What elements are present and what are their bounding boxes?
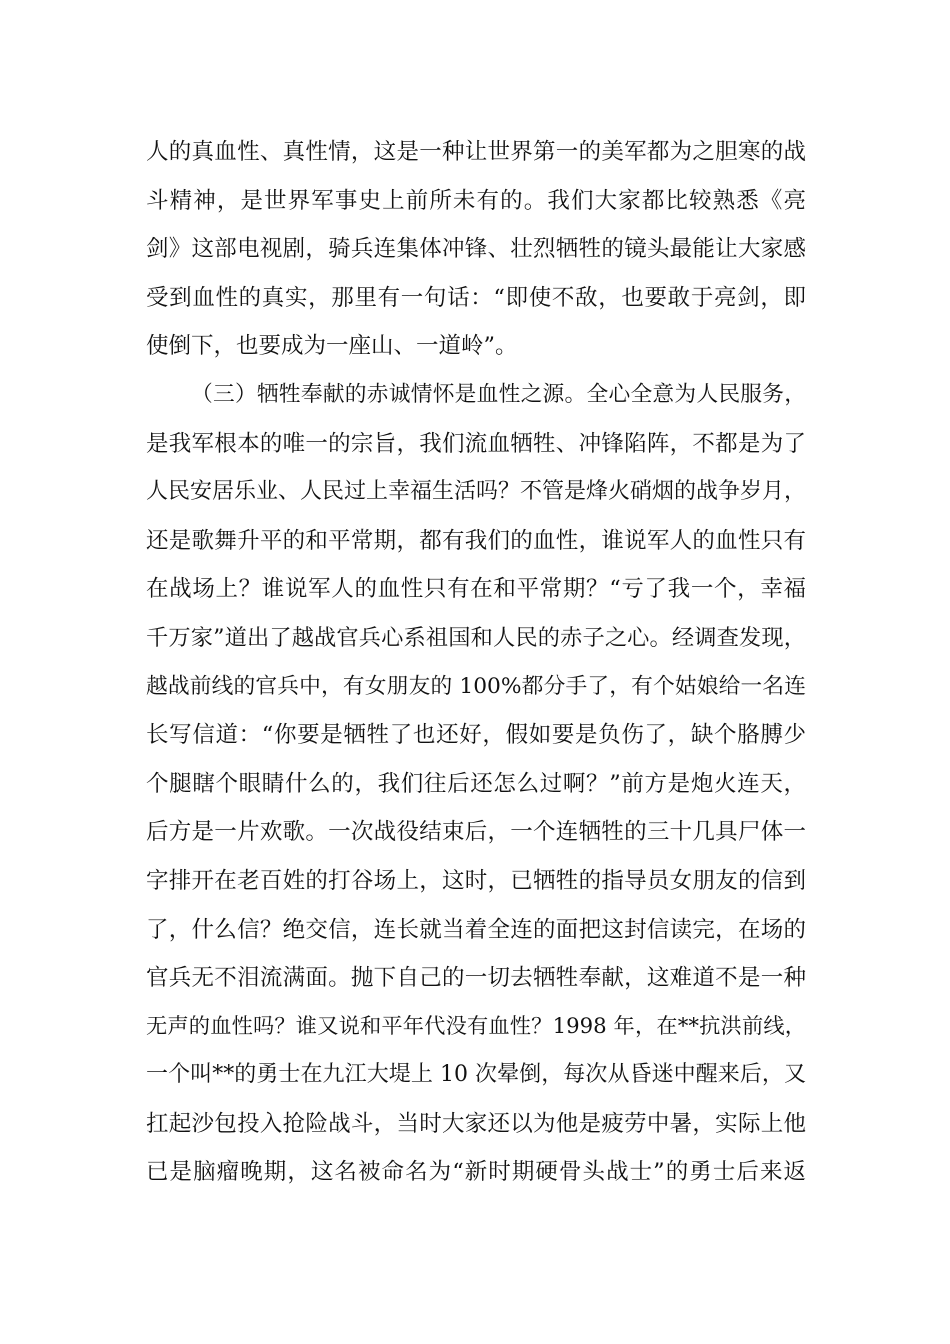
text-line: 使倒下，也要成为一座山、一道岭”。 (146, 333, 518, 360)
text-line: 剑》这部电视剧，骑兵连集体冲锋、壮烈牺牲的镜头最能让大家感 (146, 236, 806, 263)
text-line: 还是歌舞升平的和平常期，都有我们的血性，谁说军人的血性只有 (146, 527, 806, 554)
text-line: 了，什么信？绝交信，连长就当着全连的面把这封信读完，在场的 (146, 916, 806, 943)
text-line: 人民安居乐业、人民过上幸福生活吗？不管是烽火硝烟的战争岁月， (146, 479, 807, 505)
paragraph-section-three (146, 371, 806, 1197)
text-line: 人的真血性、真性情，这是一种让世界第一的美军都为之胆寒的战 (146, 139, 806, 165)
text-line: 无声的血性吗？谁又说和平年代没有血性？1998 年，在**抗洪前线， (146, 1013, 806, 1039)
text-line: 斗精神，是世界军事史上前所未有的。我们大家都比较熟悉《亮 (146, 187, 806, 214)
text-line: 千万家”道出了越战官兵心系祖国和人民的赤子之心。经调查发现， (146, 624, 806, 651)
text-line: 后方是一片欢歌。一次战役结束后，一个连牺牲的三十几具尸体一 (146, 819, 806, 846)
paragraph-continued (146, 128, 806, 371)
text-line: 个腿瞎个眼睛什么的，我们往后还怎么过啊？”前方是炮火连天， (146, 770, 806, 797)
text-line: （三）牺牲奉献的赤诚情怀是血性之源。全心全意为人民服务， (191, 381, 806, 407)
text-line: 字排开在老百姓的打谷场上，这时，已牺牲的指导员女朋友的信到 (146, 867, 806, 894)
text-line: 官兵无不泪流满面。抛下自己的一切去牺牲奉献，这难道不是一种 (146, 965, 806, 992)
text-line: 长写信道：“你要是牺牲了也还好，假如要是负伤了，缺个胳膊少 (146, 722, 806, 749)
body-text (146, 128, 806, 1197)
text-line: 扛起沙包投入抢险战斗，当时大家还以为他是疲劳中暑，实际上他 (146, 1110, 806, 1137)
text-line: 在战场上？谁说军人的血性只有在和平常期？“亏了我一个，幸福 (146, 576, 806, 603)
text-line: 一个叫**的勇士在九江大堤上 10 次晕倒，每次从昏迷中醒来后，又 (146, 1062, 806, 1088)
text-line: 已是脑瘤晚期，这名被命名为“新时期硬骨头战士”的勇士后来返 (146, 1159, 806, 1186)
text-line: 受到血性的真实，那里有一句话：“即使不敌，也要敢于亮剑，即 (146, 284, 806, 311)
text-line: 是我军根本的唯一的宗旨，我们流血牺牲、冲锋陷阵，不都是为了 (146, 430, 806, 457)
text-line: 越战前线的官兵中，有女朋友的 100%都分手了，有个姑娘给一名连 (146, 673, 806, 699)
